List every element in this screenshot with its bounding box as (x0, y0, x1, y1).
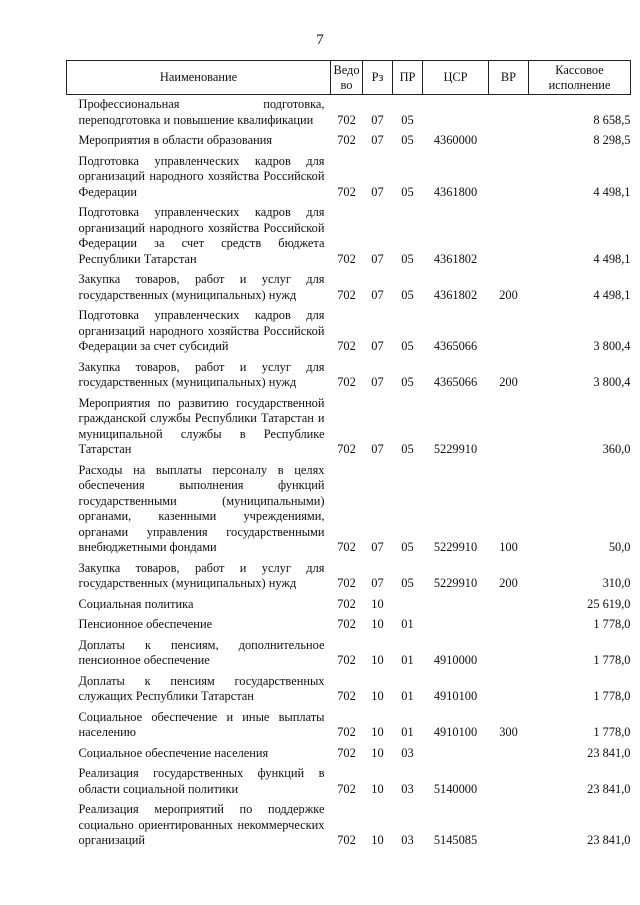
cell-ved: 702 (337, 133, 356, 147)
cell-ved: 702 (337, 617, 356, 631)
cell-name: Мероприятия по развитию государственной гражданской службы Республики Татарстан и муниципальной службы в Республике Татарстан (78, 395, 325, 456)
cell-ved: 702 (337, 339, 356, 353)
cell-rz: 10 (371, 653, 384, 667)
cell-pr: 05 (401, 112, 414, 127)
cell-csr (423, 595, 489, 616)
cell-name: Подготовка управленческих кадров для организаций народного хозяйства Российской Федерации (78, 153, 325, 199)
table-row (67, 358, 631, 394)
cell-rz: 07 (371, 540, 384, 554)
cell-sum: 23 841,0 (587, 781, 631, 796)
table-row (67, 636, 631, 672)
cell-sum: 1 778,0 (593, 725, 631, 739)
cell-rz: 10 (371, 725, 384, 739)
cell-pr: 05 (401, 540, 414, 554)
cell-vr (489, 306, 529, 358)
cell-ved: 702 (337, 576, 356, 590)
cell-sum: 23 841,0 (587, 833, 631, 847)
cell-name: Социальное обеспечение населения (78, 745, 269, 760)
table-row (67, 595, 631, 616)
cell-name: Социальная политика (78, 596, 194, 611)
cell-sum: 4 498,1 (593, 251, 631, 266)
table-header (67, 61, 631, 95)
table-row (67, 559, 631, 595)
cell-rz: 07 (371, 375, 384, 389)
cell-vr (489, 95, 529, 132)
cell-vr (489, 764, 529, 800)
cell-ved: 702 (337, 689, 356, 703)
cell-csr: 4910100 (433, 725, 478, 739)
cell-ved: 702 (337, 540, 356, 554)
cell-ved: 702 (337, 251, 356, 266)
cell-sum: 310,0 (602, 576, 631, 590)
cell-csr: 4361802 (433, 287, 478, 302)
cell-ved: 702 (337, 745, 356, 760)
cell-vr: 200 (499, 576, 518, 590)
table-row (67, 394, 631, 461)
cell-vr (489, 744, 529, 765)
cell-name: Закупка товаров, работ и услуг для государственных (муниципальных) нужд (78, 359, 325, 389)
page-number: 7 (316, 32, 324, 48)
cell-csr: 5229910 (433, 540, 478, 554)
cell-ved: 702 (337, 287, 356, 302)
cell-csr: 4910000 (433, 653, 478, 667)
table-body (67, 95, 631, 852)
cell-csr (423, 95, 489, 132)
table-row (67, 152, 631, 204)
cell-vr: 200 (499, 287, 518, 302)
header-pr: ПР (393, 61, 423, 95)
cell-vr (489, 800, 529, 852)
header-rz: Рз (363, 61, 393, 95)
cell-sum: 23 841,0 (587, 745, 631, 760)
cell-csr (423, 744, 489, 765)
cell-rz: 10 (371, 617, 384, 631)
header-vr: ВР (489, 61, 529, 95)
cell-ved: 702 (337, 833, 356, 847)
cell-ved: 702 (337, 184, 356, 199)
cell-pr: 05 (401, 184, 414, 199)
cell-name: Реализация мероприятий по поддержке социально ориентированных некоммерческих организаций (78, 802, 325, 847)
cell-pr: 01 (401, 689, 414, 703)
cell-rz: 07 (371, 133, 384, 147)
cell-vr (489, 131, 529, 152)
cell-vr (489, 394, 529, 461)
cell-sum: 3 800,4 (593, 339, 631, 353)
cell-name: Закупка товаров, работ и услуг для государственных (муниципальных) нужд (78, 272, 325, 302)
cell-pr: 03 (401, 745, 414, 760)
cell-rz: 10 (371, 833, 384, 847)
header-csr: ЦСР (423, 61, 489, 95)
cell-name: Мероприятия в области образования (78, 133, 273, 147)
cell-name: Подготовка управленческих кадров для организаций народного хозяйства Российской Федерации за счет средств бюджета Республики Татарстан (78, 205, 325, 266)
cell-pr: 05 (401, 375, 414, 389)
table-row (67, 461, 631, 559)
cell-ved: 702 (337, 653, 356, 667)
cell-pr: 05 (401, 339, 414, 353)
cell-sum: 1 778,0 (593, 653, 631, 667)
table-row (67, 708, 631, 744)
cell-pr: 05 (401, 442, 414, 456)
cell-vr (489, 203, 529, 270)
cell-csr: 4360000 (433, 133, 478, 147)
cell-rz: 10 (371, 689, 384, 703)
cell-name: Реализация государственных функций в области социальной политики (78, 766, 325, 796)
cell-vr: 300 (499, 725, 518, 739)
cell-rz: 10 (371, 596, 384, 611)
cell-ved: 702 (337, 725, 356, 739)
cell-name: Подготовка управленческих кадров для организаций народного хозяйства Российской Федерации за счет субсидий (78, 308, 325, 353)
cell-rz: 07 (371, 287, 384, 302)
cell-pr: 05 (401, 133, 414, 147)
cell-sum: 4 498,1 (593, 287, 631, 302)
table-row (67, 764, 631, 800)
table-row (67, 744, 631, 765)
cell-name: Доплаты к пенсиям государственных служащих Республики Татарстан (78, 673, 325, 703)
cell-vr (489, 615, 529, 636)
cell-rz: 07 (371, 442, 384, 456)
cell-rz: 07 (371, 339, 384, 353)
cell-csr: 5229910 (433, 442, 478, 456)
cell-sum: 3 800,4 (593, 375, 631, 389)
cell-rz: 10 (371, 745, 384, 760)
header-ved: Ведо во (331, 61, 363, 95)
cell-pr: 01 (401, 653, 414, 667)
budget-table (66, 60, 631, 852)
cell-pr (393, 595, 423, 616)
cell-sum: 8 298,5 (593, 133, 631, 147)
cell-csr: 5145085 (433, 833, 478, 847)
cell-csr: 4365066 (433, 339, 478, 353)
cell-pr: 03 (401, 833, 414, 847)
cell-pr: 05 (401, 576, 414, 590)
cell-rz: 07 (371, 251, 384, 266)
table-row (67, 270, 631, 306)
cell-ved: 702 (337, 596, 356, 611)
cell-pr: 05 (401, 287, 414, 302)
cell-vr (489, 672, 529, 708)
cell-vr: 200 (499, 375, 518, 389)
cell-csr (423, 615, 489, 636)
table-row (67, 306, 631, 358)
cell-csr: 4365066 (433, 375, 478, 389)
cell-vr (489, 152, 529, 204)
cell-sum: 1 778,0 (593, 689, 631, 703)
cell-rz: 07 (371, 184, 384, 199)
cell-ved: 702 (337, 112, 356, 127)
cell-sum: 360,0 (602, 442, 631, 456)
header-name: Наименование (67, 61, 331, 95)
table-row (67, 800, 631, 852)
table-row (67, 615, 631, 636)
table-row (67, 95, 631, 132)
cell-rz: 10 (371, 781, 384, 796)
cell-name: Пенсионное обеспечение (78, 617, 213, 631)
cell-sum: 25 619,0 (587, 596, 631, 611)
cell-csr: 4361802 (433, 251, 478, 266)
cell-pr: 01 (401, 617, 414, 631)
cell-csr: 4910100 (433, 689, 478, 703)
cell-pr: 01 (401, 725, 414, 739)
cell-vr (489, 636, 529, 672)
table-row (67, 672, 631, 708)
table-row (67, 131, 631, 152)
cell-name: Расходы на выплаты персоналу в целях обеспечения выполнения функций государственными (муниципальными) органами, казенными учреждениями, органами управления государственными внебюджетными фондами (78, 462, 325, 554)
cell-pr: 03 (401, 781, 414, 796)
cell-name: Социальное обеспечение и иные выплаты населению (78, 709, 325, 739)
cell-ved: 702 (337, 375, 356, 389)
cell-name: Доплаты к пенсиям, дополнительное пенсионное обеспечение (78, 637, 325, 667)
cell-csr: 5229910 (433, 576, 478, 590)
cell-vr: 100 (499, 540, 518, 554)
cell-name: Закупка товаров, работ и услуг для государственных (муниципальных) нужд (78, 560, 325, 590)
cell-sum: 4 498,1 (593, 184, 631, 199)
cell-vr (489, 595, 529, 616)
cell-sum: 1 778,0 (593, 617, 631, 631)
cell-sum: 8 658,5 (593, 112, 631, 127)
cell-pr: 05 (401, 251, 414, 266)
cell-rz: 07 (371, 112, 384, 127)
cell-name: Профессиональная подготовка, переподготовка и повышение квалификации (78, 97, 325, 127)
cell-csr: 5140000 (433, 781, 478, 796)
cell-csr: 4361800 (433, 184, 478, 199)
cell-ved: 702 (337, 781, 356, 796)
cell-sum: 50,0 (608, 540, 631, 554)
table-row (67, 203, 631, 270)
cell-rz: 07 (371, 576, 384, 590)
cell-ved: 702 (337, 442, 356, 456)
header-sum: Кассовое исполнение (529, 61, 631, 95)
